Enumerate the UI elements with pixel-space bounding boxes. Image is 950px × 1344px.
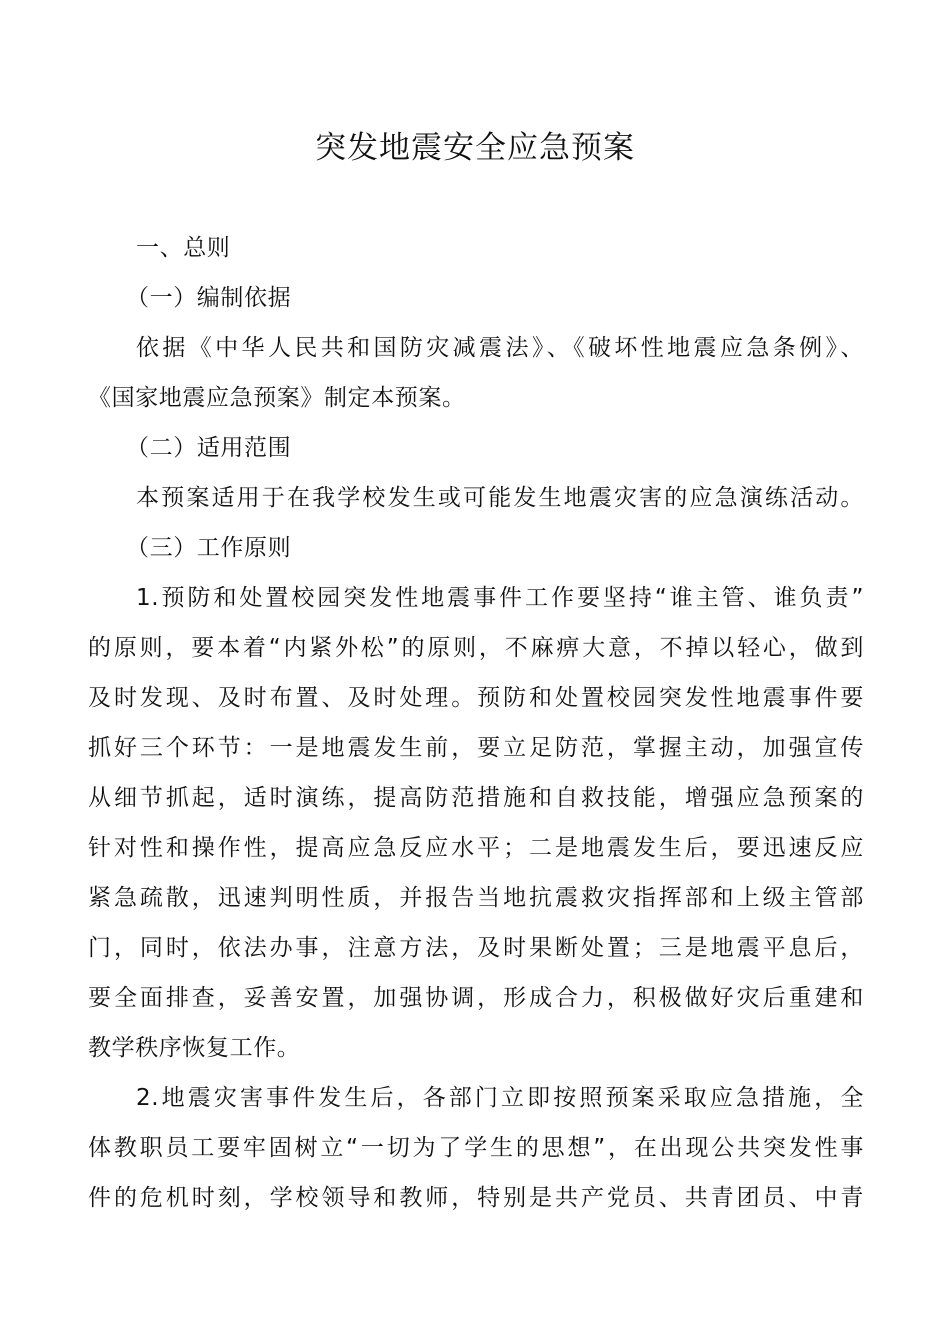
paragraph-line: 体教职员工要牢固树立“一切为了学生的思想”，在出现公共突发性事 — [88, 1135, 864, 1161]
paragraph-line: 的原则，要本着“内紧外松”的原则，不麻痹大意，不掉以轻心，做到 — [88, 635, 864, 661]
paragraph-line: 门，同时，依法办事，注意方法，及时果断处置；三是地震平息后， — [88, 935, 864, 961]
subsection-heading: （一）编制依据 — [126, 285, 292, 311]
section-heading: 一、总则 — [136, 235, 231, 261]
paragraph-line: 抓好三个环节：一是地震发生前，要立足防范，掌握主动，加强宣传 — [88, 735, 864, 761]
subsection-heading: （二）适用范围 — [126, 435, 292, 461]
paragraph-line: 要全面排查，妥善安置，加强协调，形成合力，积极做好灾后重建和 — [88, 985, 864, 1011]
paragraph-line: 《国家地震应急预案》制定本预案。 — [88, 385, 466, 411]
paragraph-line: 依据《中华人民共和国防灾减震法》、《破坏性地震应急条例》、 — [136, 335, 864, 361]
paragraph-line: 1.预防和处置校园突发性地震事件工作要坚持“谁主管、谁负责” — [136, 585, 864, 611]
paragraph-line: 针对性和操作性，提高应急反应水平；二是地震发生后，要迅速反应 — [88, 835, 864, 861]
paragraph-line: 件的危机时刻，学校领导和教师，特别是共产党员、共青团员、中青 — [88, 1185, 864, 1211]
subsection-heading: （三）工作原则 — [126, 535, 292, 561]
paragraph-line: 紧急疏散，迅速判明性质，并报告当地抗震救灾指挥部和上级主管部 — [88, 885, 864, 911]
paragraph-line: 2.地震灾害事件发生后，各部门立即按照预案采取应急措施，全 — [136, 1085, 864, 1111]
paragraph-line: 从细节抓起，适时演练，提高防范措施和自救技能，增强应急预案的 — [88, 785, 864, 811]
paragraph-line: 及时发现、及时布置、及时处理。预防和处置校园突发性地震事件要 — [88, 685, 864, 711]
page-title: 突发地震安全应急预案 — [315, 130, 635, 166]
paragraph-line: 本预案适用于在我学校发生或可能发生地震灾害的应急演练活动。 — [136, 485, 864, 511]
paragraph-line: 教学秩序恢复工作。 — [88, 1035, 301, 1061]
